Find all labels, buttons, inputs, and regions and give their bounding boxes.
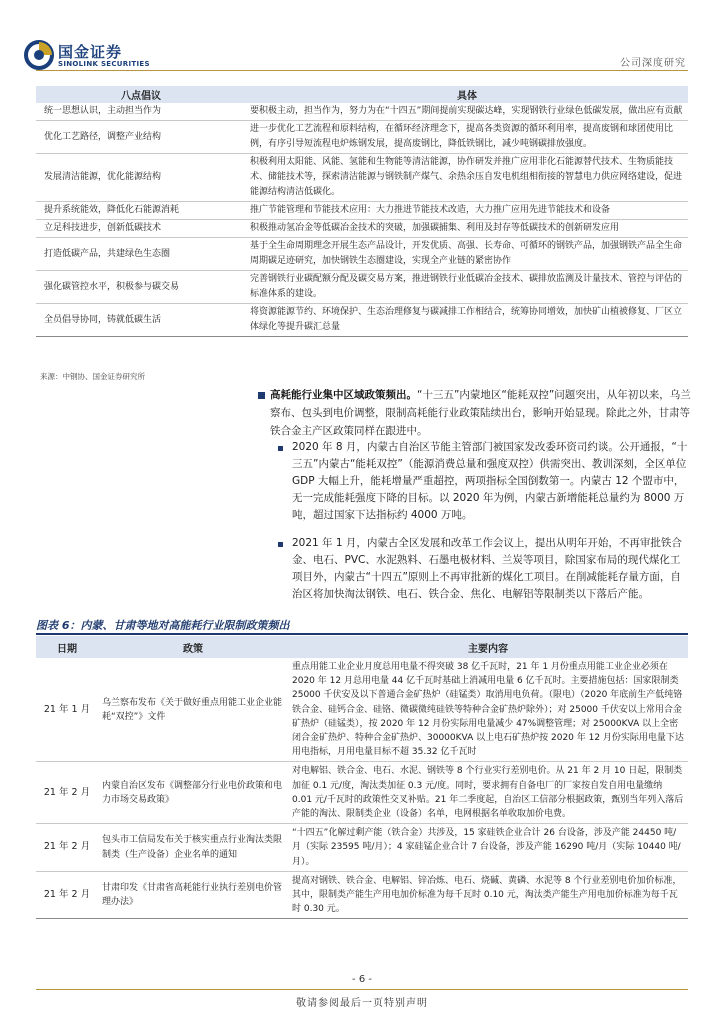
date-cell: 21 年 1 月 <box>36 658 98 762</box>
date-cell: 21 年 2 月 <box>36 762 98 824</box>
date-cell: 21 年 2 月 <box>36 824 98 872</box>
table2-header-date: 日期 <box>36 636 98 658</box>
sub-bullet-icon <box>278 446 283 451</box>
initiative-cell: 发展清洁能源，优化能源结构 <box>36 154 246 202</box>
figure-title-rule <box>36 633 688 635</box>
table1-source: 来源：中钢协、国金证券研究所 <box>40 372 145 381</box>
initiative-cell: 打造低碳产品，共建绿色生态圈 <box>36 238 246 271</box>
policy-cell: 内蒙自治区发布《调整部分行业电价政策和电力市场交易政策》 <box>98 762 288 824</box>
brand-name-en: SINOLINK SECURITIES <box>58 60 150 68</box>
table-row <box>36 220 688 238</box>
sub-paragraph-2: 2021 年 1 月，内蒙古全区发展和改革工作会议上，提出从明年开始，不再审批铁合金、电石、PVC、水泥熟料、石墨电极材料、兰炭等项目，除国家布局的现代煤化工项目外，内蒙古“十四五”原则上不再审批新的煤化工项目。在削减能耗存量方面，自治区将加快淘汰钢铁、电石、铁合金、焦化、电解铝等限制类以下落后产能。 <box>292 537 682 600</box>
detail-cell: 推广节能管理和节能技术应用：大力推进节能技术改造，大力推广应用先进节能技术和设备 <box>246 202 688 220</box>
table-row <box>36 103 688 121</box>
table-row <box>36 762 688 824</box>
disclaimer-note: 敬请参阅最后一页特别声明 <box>296 998 428 1009</box>
table-row <box>36 304 688 337</box>
table-row <box>36 824 688 872</box>
initiative-cell: 优化工艺路径，调整产业结构 <box>36 121 246 154</box>
sub-paragraph-1: 2020 年 8 月，内蒙古自治区节能主管部门被国家发改委环资司约谈。公开通报，“十三五”内蒙古“能耗双控”（能源消费总量和强度双控）供需突出、教训深刻，全区单位 GDP 大幅上升，能耗增量严重超控，两项指标全国倒数第一。内蒙古 12 个盟市中，无一完成能耗强度下降的目标。以 2020 年为例，内蒙古新增能耗总量约为 8000 万吨，超过国家下达指标约 4000 万吨。 <box>292 441 688 521</box>
detail-cell: 进一步优化工艺流程和原料结构，在循环经济理念下，提高各类资源的循环利用率，提高废钢和球团使用比例，有序引导短流程电炉炼钢发展，提高废钢比，降低铁钢比，减少吨钢碳排放强度。 <box>246 121 688 154</box>
bullet-square-icon <box>258 392 265 399</box>
initiative-cell: 统一思想认识，主动担当作为 <box>36 103 246 121</box>
report-type: 公司深度研究 <box>620 58 686 69</box>
detail-cell: 要积极主动，担当作为，努力为在“十四五”期间提前实现碳达峰，实现钢铁行业绿色低碳发展，做出应有贡献 <box>246 103 688 121</box>
table2-header-content: 主要内容 <box>288 636 688 658</box>
eight-initiatives-table <box>36 86 688 337</box>
initiative-cell: 提升系统能效，降低化石能源消耗 <box>36 202 246 220</box>
policy-table <box>36 636 688 919</box>
content-cell: 重点用能工业企业月度总用电量不得突破 38 亿千瓦时，21 年 1 月份重点用能工业企业必须在 2020 年 12 月总用电量 44 亿千瓦时基础上消减用电量 6 亿千瓦时。主要措施包括：国家限制类 25000 千伏安及以下普通合金矿热炉（硅锰类）取消用电负荷。（限电）（2020 年底前生产低纯铬铁合金、硅钙合金、硅铬、微碳微纯硅铁等特种合金矿热炉除外）；对 25000 千伏安以上常用合金矿热炉（硅锰类），按 2020 年 12 月份实际用电量减少 47%调整管理；对 25000KVA 以上全密闭合金矿热炉、特种合金矿热炉、30000KVA 以上电石矿热炉按 2020 年 12 月份实际用电量下达用电指标，月用电量目标不超 35.32 亿千瓦时 <box>288 658 688 762</box>
header-divider <box>36 70 688 71</box>
policy-cell: 包头市工信局发布关于核实重点行业淘汰类限制类（生产设备）企业名单的通知 <box>98 824 288 872</box>
footer-divider <box>36 989 688 990</box>
detail-cell: 完善钢铁行业碳配额分配及碳交易方案，推进钢铁行业低碳冶金技术、碳排放监测及计量技术、管控与评估的标准体系的建设。 <box>246 271 688 304</box>
policy-cell: 乌兰察布发布《关于做好重点用能工业企业能耗“双控”》文件 <box>98 658 288 762</box>
section-paragraph-text: “十三五”内蒙地区“能耗双控”问题突出，从年初以来，乌兰察布、包头到电价调整，限制高耗能行业政策陆续出台，影响开始显现。除此之外，甘肃等铁合金主产区政策同样在跟进中。 <box>270 389 691 437</box>
detail-cell: 基于全生命周期理念开展生态产品设计，开发优质、高强、长寿命、可循环的钢铁产品，加强钢铁产品全生命周期碳足迹研究，加快钢铁生态圈建设，实现全产业链的紧密协作 <box>246 238 688 271</box>
detail-cell: 积极利用太阳能、风能、氢能和生物能等清洁能源，协作研发并推广应用非化石能源替代技术、生物质能技术、储能技术等，探索清洁能源与钢铁制产煤气、余热余压自发电机组相衔接的智慧电力供应网络建设，促进能源结构清洁低碳化。 <box>246 154 688 202</box>
detail-cell: 积极推动氢冶金等低碳冶金技术的突破，加强碳捕集、利用及封存等低碳技术的创新研发应用 <box>246 220 688 238</box>
policy-cell: 甘肃印发《甘肃省高耗能行业执行差别电价管理办法》 <box>98 871 288 919</box>
initiative-cell: 强化碳管控水平，积极参与碳交易 <box>36 271 246 304</box>
figure-title: 图表 6：内蒙、甘肃等地对高能耗行业限制政策频出 <box>36 619 290 632</box>
table-row <box>36 202 688 220</box>
initiative-cell: 立足科技进步，创新低碳技术 <box>36 220 246 238</box>
brand-name-cn: 国金证券 <box>58 43 123 61</box>
sinolink-logo-icon <box>24 40 54 70</box>
table-row <box>36 871 688 919</box>
date-cell: 21 年 2 月 <box>36 871 98 919</box>
section-lead: 高耗能行业集中区域政策频出。 <box>270 389 417 401</box>
table-row <box>36 121 688 154</box>
table1-header-detail: 具体 <box>246 86 688 103</box>
content-cell: “十四五”化解过剩产能（铁合金）共涉及，15 家硅铁企业合计 26 台设备，涉及产能 24450 吨/月（实际 23595 吨/月）；4 家硅锰企业合计 7 台设备，涉及产能 16290 吨/月（实际 10440 吨/月）。 <box>288 824 688 872</box>
table1-header-initiative: 八点倡议 <box>36 86 246 103</box>
detail-cell: 将资源能源节约、环境保护、生态治理修复与碳减排工作相结合，统筹协同增效，加快矿山植被修复、厂区立体绿化等提升碳汇总量 <box>246 304 688 337</box>
section-paragraph <box>270 386 692 440</box>
table-row <box>36 238 688 271</box>
table2-header-policy: 政策 <box>98 636 288 658</box>
sub-bullet-icon <box>278 542 283 547</box>
initiative-cell: 全员倡导协同，铸就低碳生活 <box>36 304 246 337</box>
content-cell: 对电解铝、铁合金、电石、水泥、钢铁等 8 个行业实行差别电价。从 21 年 2 月 10 日起，限制类加征 0.1 元/度，淘汰类加征 0.3 元/度。同时，要求拥有自备电厂的厂家按自发自用电量缴纳 0.01 元/千瓦时的政策性交叉补贴。21 年二季度起，自治区工信部分根据政策，甄别当年列入落后产能的淘汰、限制类企业（设备）名单，电网根据名单收取加价电费。 <box>288 762 688 824</box>
page-number: - 6 - <box>352 974 372 985</box>
content-cell: 提高对钢铁、铁合金、电解铝、锌冶炼、电石、烧碱、黄磷、水泥等 8 个行业差别电价加价标准，其中，限制类产能生产用电加价标准为每千瓦时 0.10 元，淘汰类产能生产用电加价标准为每千瓦时 0.30 元。 <box>288 871 688 919</box>
table-row <box>36 154 688 202</box>
table-row <box>36 658 688 762</box>
table-row <box>36 271 688 304</box>
